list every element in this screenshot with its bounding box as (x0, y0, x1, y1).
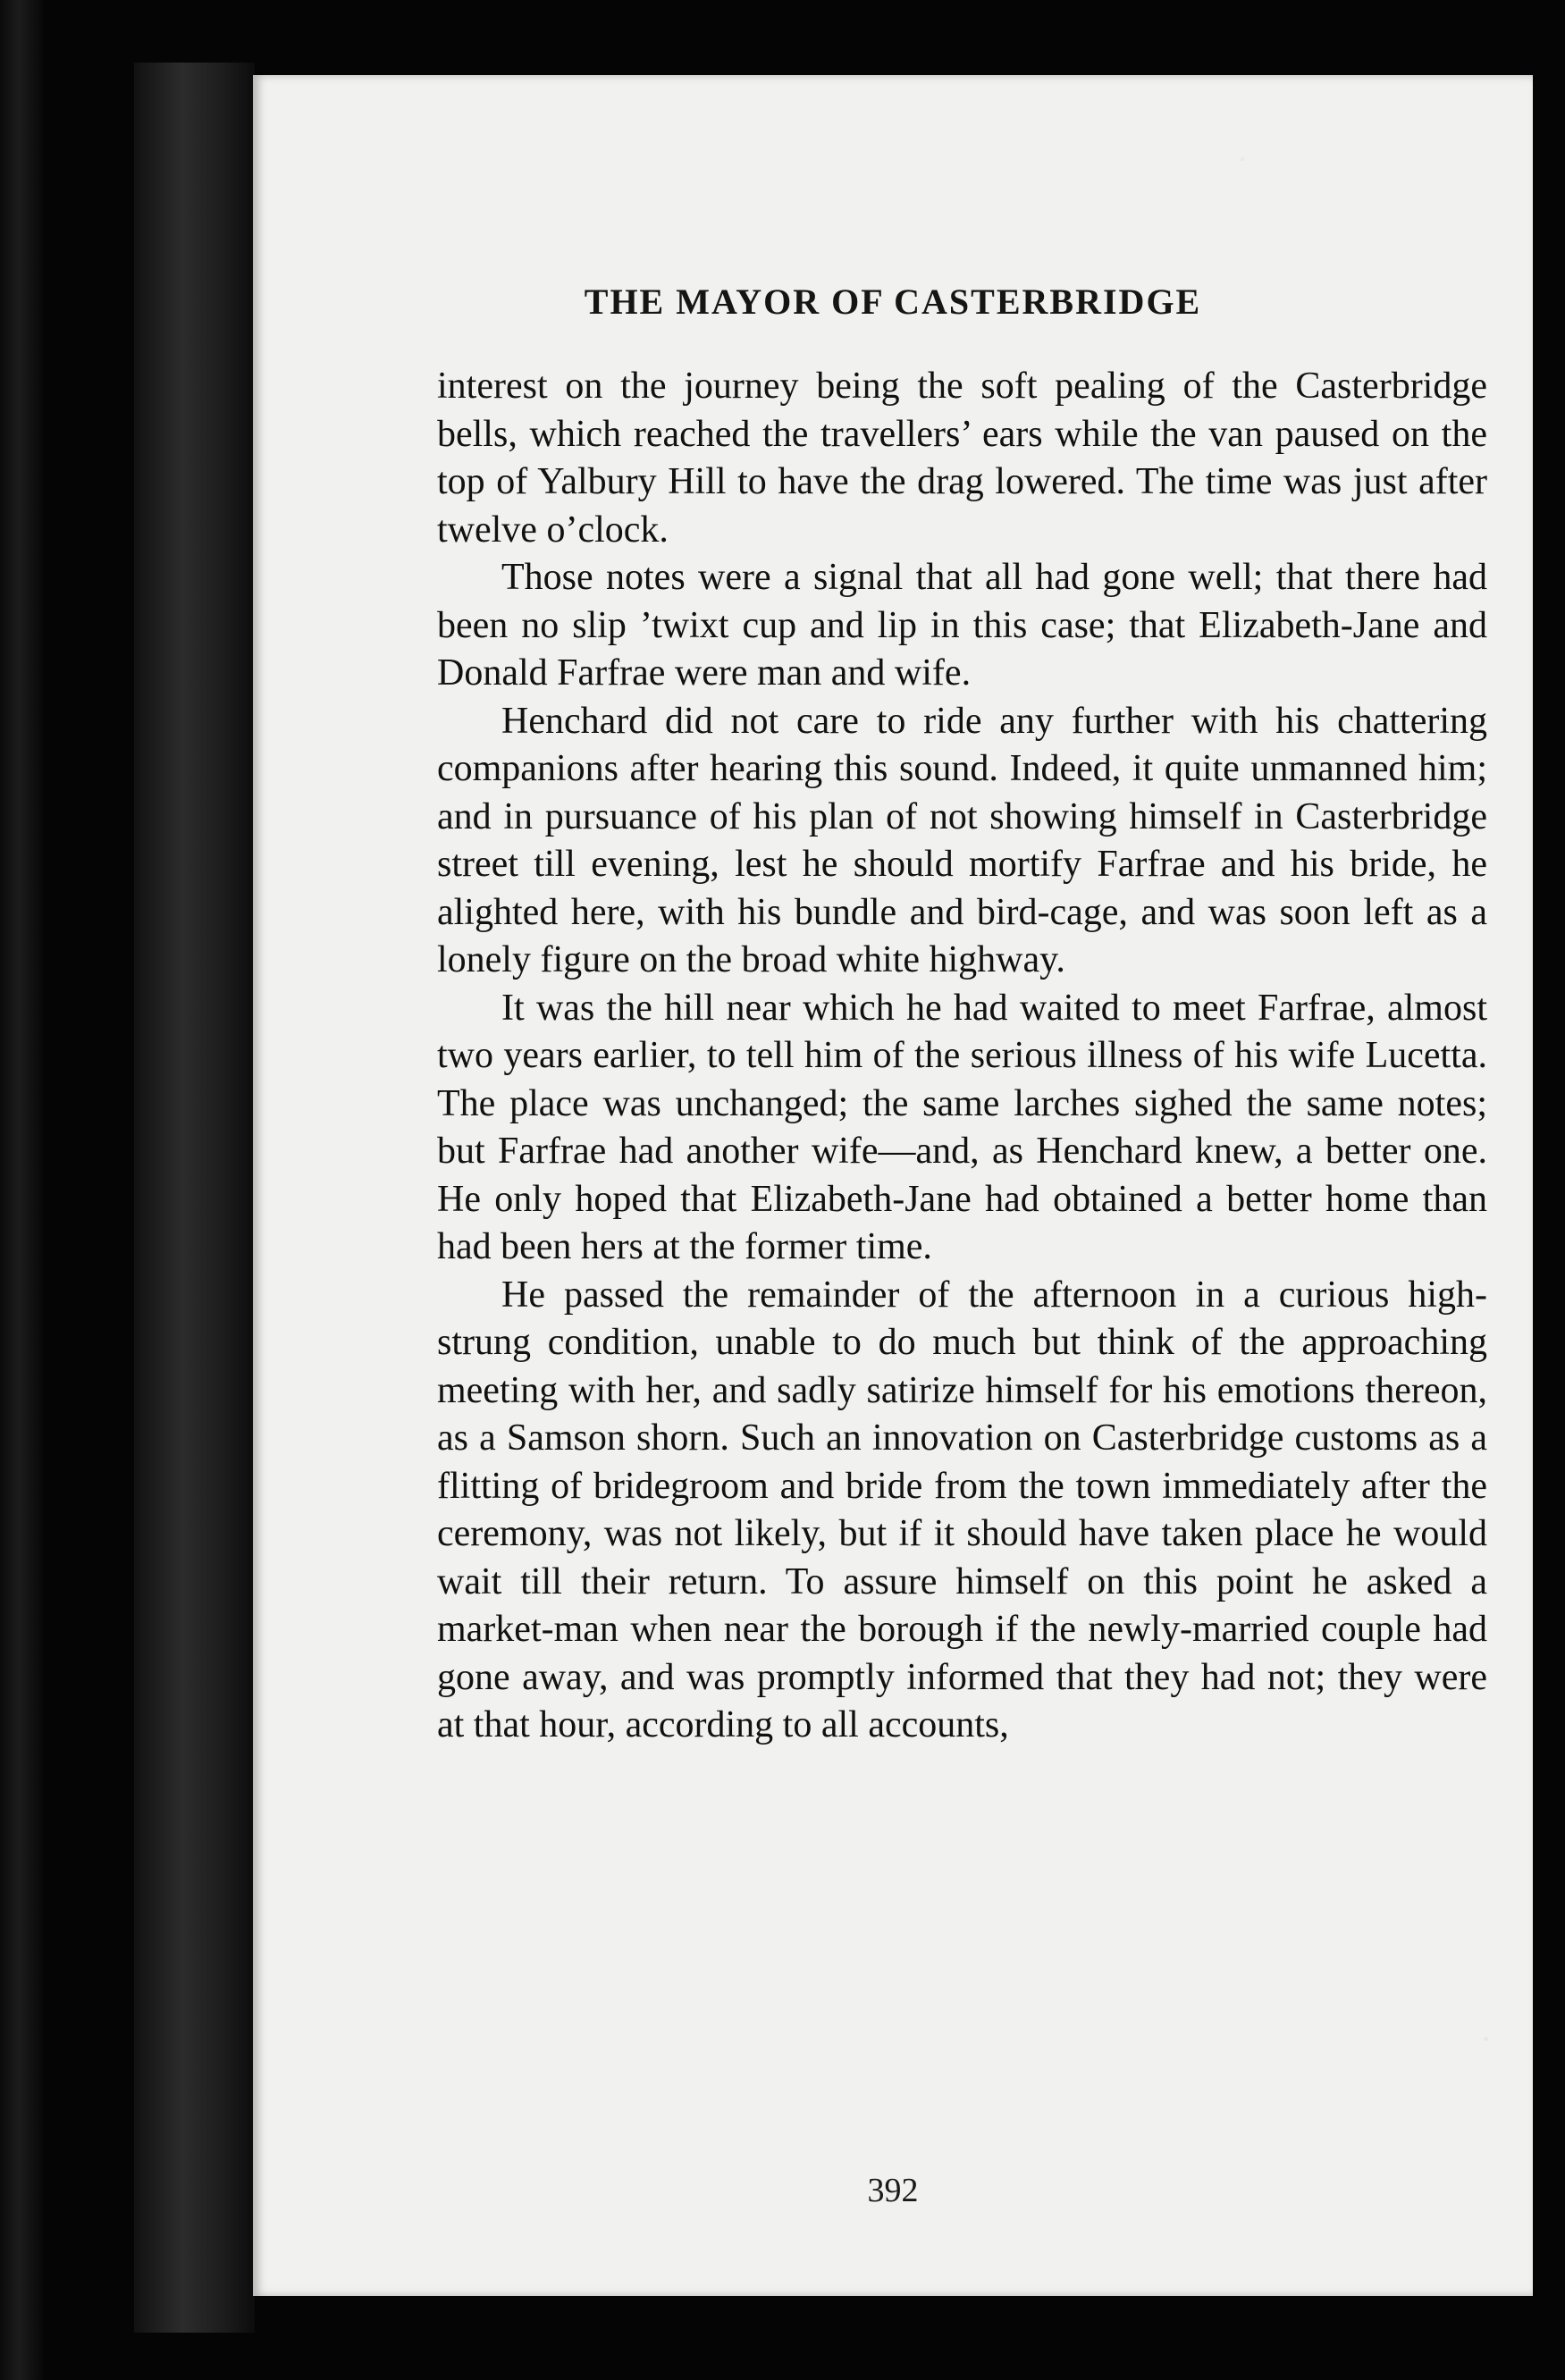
page-body-text (437, 363, 1487, 1750)
paragraph: It was the hill near which he had waited to meet Farfrae, almost two years earlier, to tell him of the serious illness of his wife Lucetta. The place was unchanged; the same larches sighed the same notes; but Farfrae had another wife—and, as Henchard knew, a better one. He only hoped that Elizabeth-Jane had obtained a better home than had been hers at the former time. (437, 987, 1487, 1267)
book-page (253, 75, 1533, 2296)
paper-speck (1484, 2037, 1488, 2041)
paragraph: He passed the remainder of the afternoon in a curious high-strung condition, unable to do much but think of the approaching meeting with her, and sadly satirize himself for his emotions thereon, as a Samson shorn. Such an innovation on Casterbridge customs as a flitting of bridegroom and bride from the town immediately after the ceremony, was not likely, but if it should have taken place he would wait till their return. To assure himself on this point he asked a market-man when near the borough if the newly-married couple had gone away, and was promptly informed that they had not; they were at that hour, according to all accounts, (437, 1274, 1487, 1745)
running-head: THE MAYOR OF CASTERBRIDGE (584, 282, 1202, 322)
binding-gutter (134, 63, 255, 2333)
paper-speck (1241, 157, 1244, 161)
paragraph: Those notes were a signal that all had gone well; that there had been no slip ’twixt cup and lip in this case; that Elizabeth-Jane and Donald Farfrae were man and wife. (437, 557, 1487, 694)
book-edge (0, 0, 43, 2380)
page-number: 392 (867, 2172, 919, 2209)
paragraph: Henchard did not care to ride any further with his chattering companions after hearing this sound. Indeed, it quite unmanned him; and in pursuance of his plan of not showing himself in Casterbridge street till evening, lest he should mortify Farfrae and his bride, he alighted here, with his bundle and bird-cage, and was soon left as a lonely figure on the broad white highway. (437, 700, 1487, 980)
paragraph-continued: interest on the journey being the soft pealing of the Casterbridge bells, which reached the travellers’ ears while the van paused on the top of Yalbury Hill to have the drag lowered. The time was just after twelve o’clock. (437, 366, 1487, 551)
